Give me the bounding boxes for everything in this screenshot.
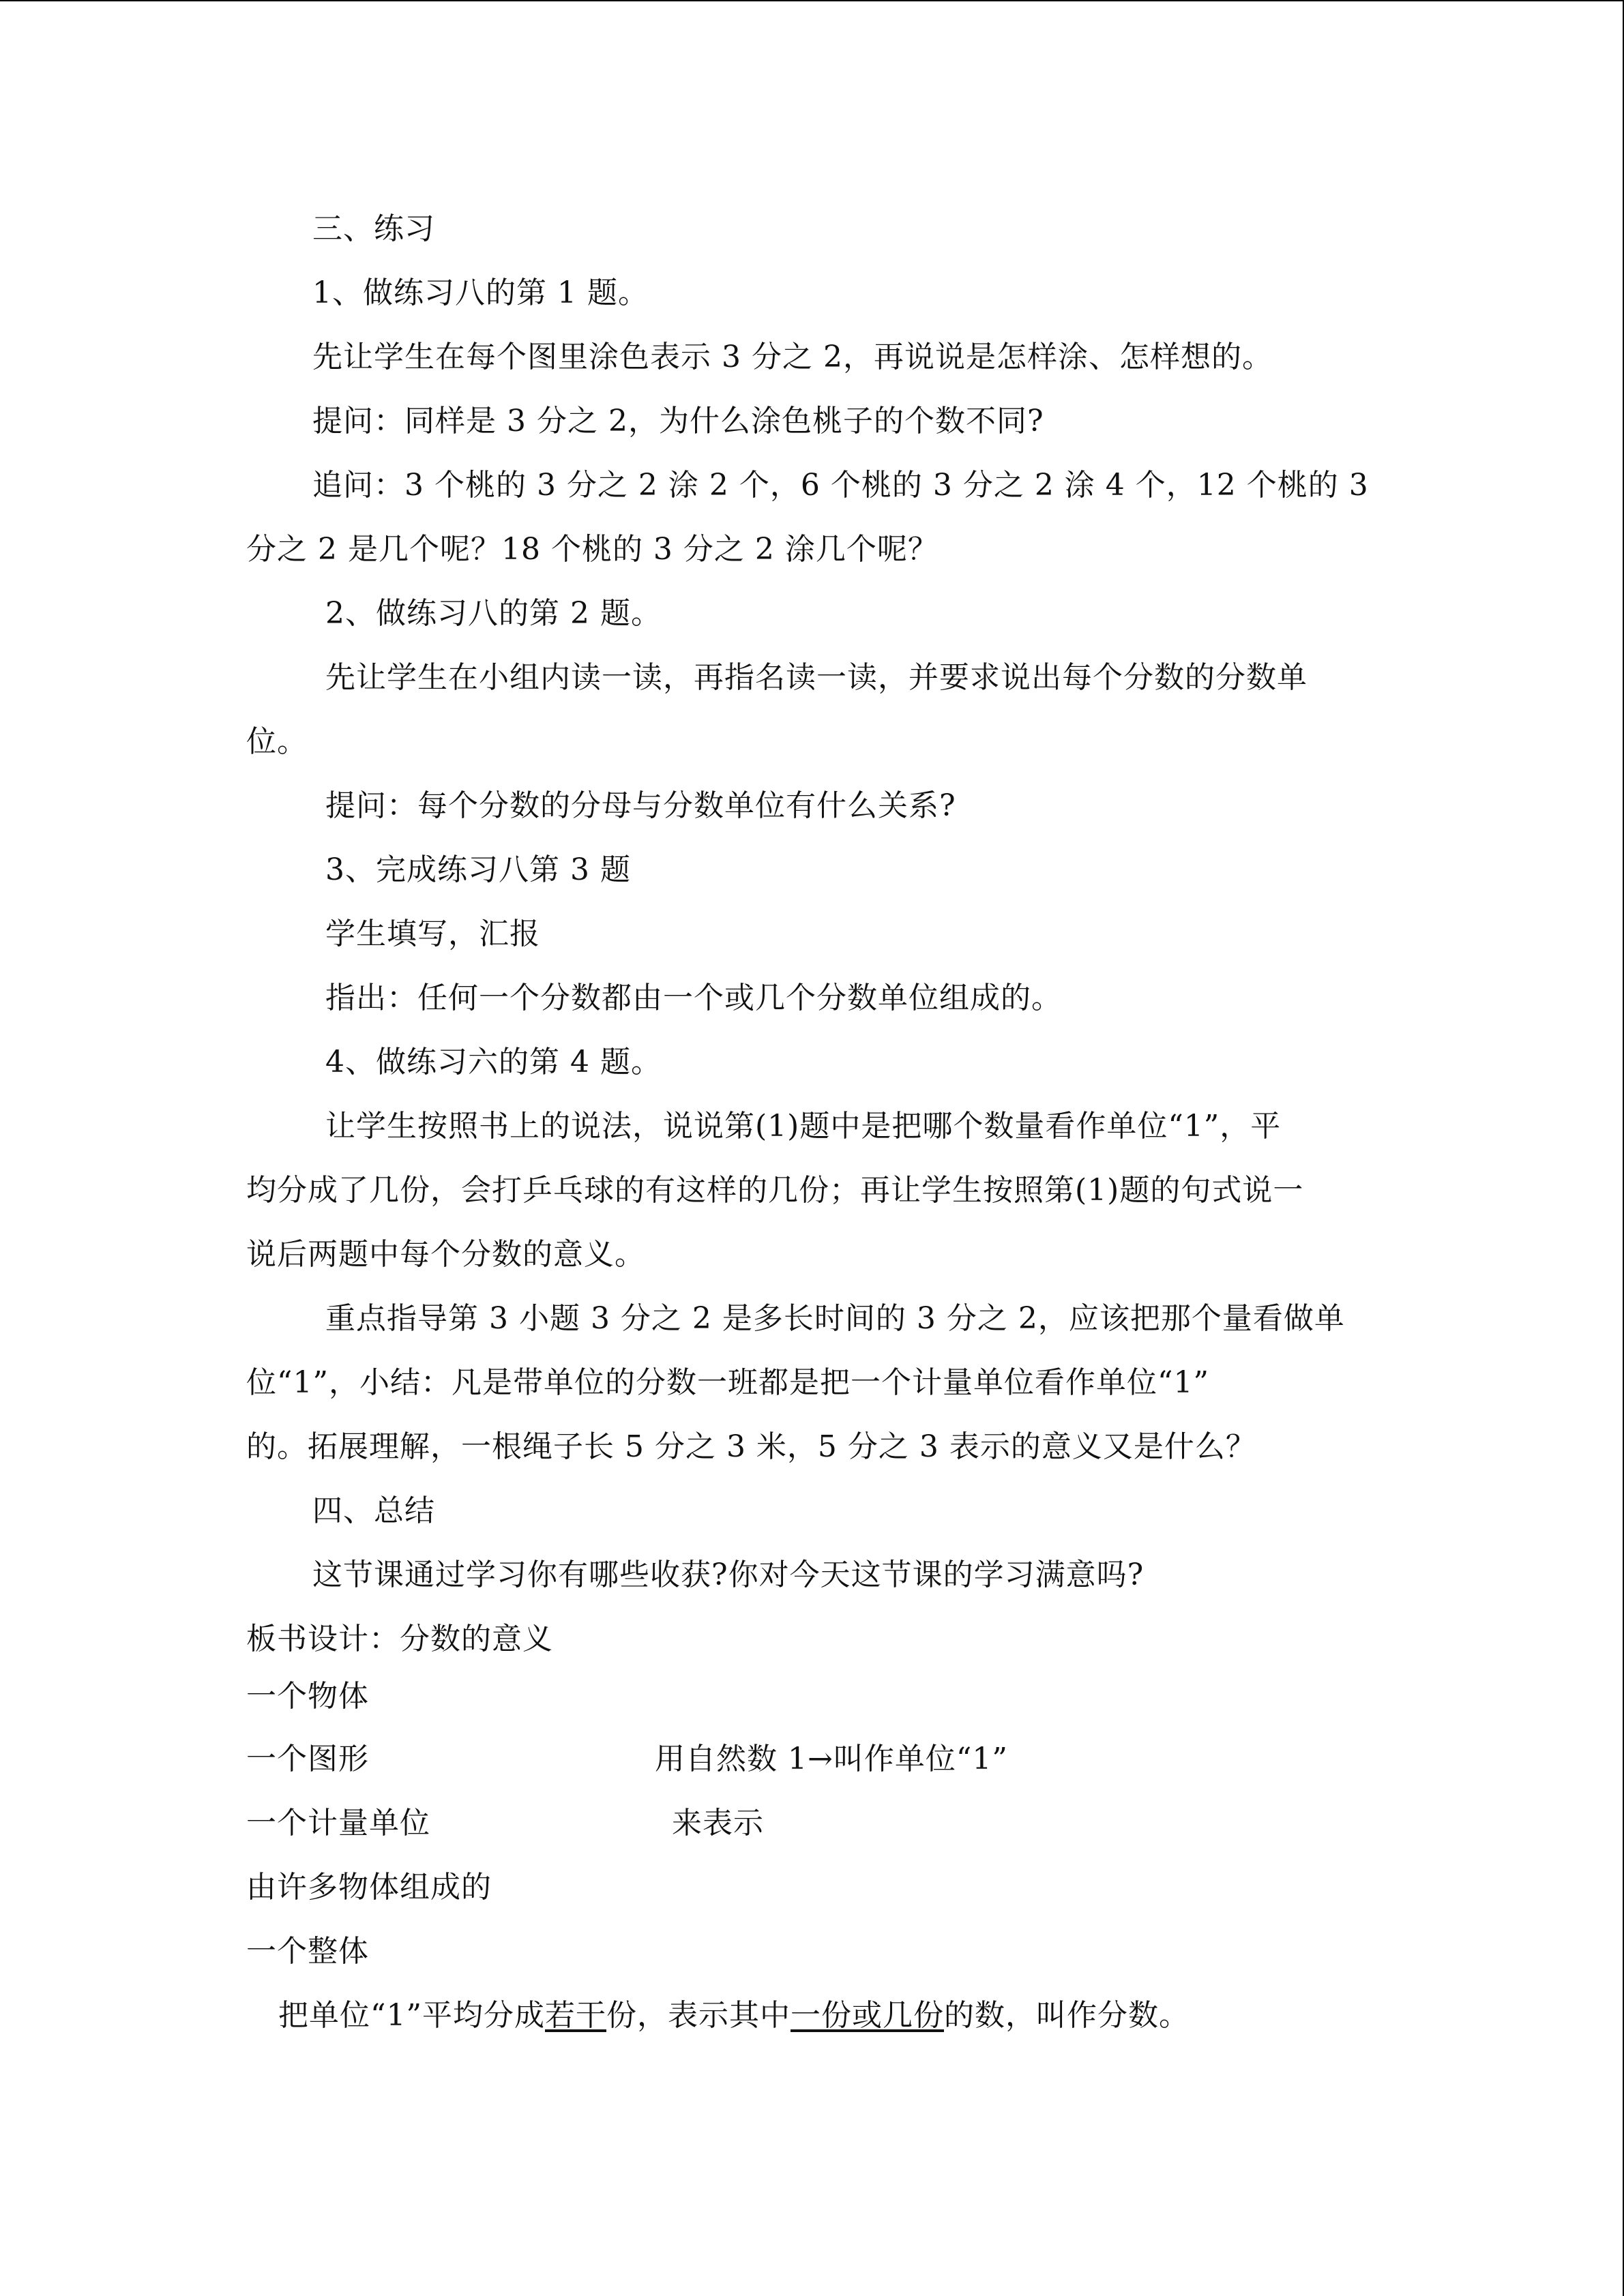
definition-part-2: 份，表示其中 — [606, 1998, 791, 2033]
exercise-3-title: 3、完成练习八第 3 题 — [325, 852, 631, 887]
definition-underline-several: 若干 — [544, 1998, 606, 2033]
key-point-line1: 重点指导第 3 小题 3 分之 2 是多长时间的 3 分之 2，应该把那个量看做单 — [325, 1301, 1345, 1336]
board-design-title: 板书设计：分数的意义 — [246, 1622, 553, 1656]
board-item-group: 由许多物体组成的 — [246, 1870, 492, 1905]
exercise-2-instruction-line2: 位。 — [246, 724, 308, 759]
board-item-whole: 一个整体 — [246, 1934, 369, 1969]
definition-part-1: 把单位“1”平均分成 — [278, 1998, 545, 2033]
exercise-4-instruction-line1: 让学生按照书上的说法，说说第(1)题中是把哪个数量看作单位“1”，平 — [325, 1109, 1282, 1144]
exercise-1-question: 提问：同样是 3 分之 2，为什么涂色桃子的个数不同? — [312, 404, 1044, 438]
exercise-2-instruction-line1: 先让学生在小组内读一读，再指名读一读，并要求说出每个分数的分数单 — [325, 660, 1308, 695]
board-item-object: 一个物体 — [246, 1679, 369, 1714]
board-natural-number-note: 用自然数 1→叫作单位“1” — [655, 1742, 1008, 1776]
exercise-2-question: 提问：每个分数的分母与分数单位有什么关系? — [325, 788, 956, 823]
fraction-definition — [278, 1997, 1190, 2035]
board-item-unit: 一个计量单位 — [246, 1806, 430, 1840]
key-point-line2: 位“1”，小结：凡是带单位的分数一班都是把一个计量单位看作单位“1” — [246, 1365, 1209, 1400]
section-heading-practice: 三、练习 — [312, 211, 435, 246]
board-item-shape: 一个图形 — [246, 1742, 369, 1776]
exercise-1-followup-line1: 追问：3 个桃的 3 分之 2 涂 2 个，6 个桃的 3 分之 2 涂 4 个，12 个桃的 3 — [312, 468, 1369, 503]
exercise-3-note: 指出：任何一个分数都由一个或几个分数单位组成的。 — [325, 981, 1062, 1015]
board-represent-note: 来表示 — [672, 1806, 764, 1840]
definition-part-3: 的数，叫作分数。 — [943, 1998, 1190, 2033]
definition-underline-parts: 一份或几份 — [790, 1998, 944, 2033]
section-heading-summary: 四、总结 — [312, 1493, 435, 1528]
exercise-1-title: 1、做练习八的第 1 题。 — [312, 275, 649, 310]
key-point-line3: 的。拓展理解，一根绳子长 5 分之 3 米，5 分之 3 表示的意义又是什么？ — [246, 1429, 1256, 1464]
summary-question: 这节课通过学习你有哪些收获?你对今天这节课的学习满意吗? — [312, 1557, 1145, 1592]
exercise-1-instruction: 先让学生在每个图里涂色表示 3 分之 2，再说说是怎样涂、怎样想的。 — [312, 340, 1273, 374]
exercise-1-followup-line2: 分之 2 是几个呢？18 个桃的 3 分之 2 涂几个呢？ — [246, 532, 939, 567]
exercise-4-title: 4、做练习六的第 4 题。 — [325, 1045, 662, 1079]
exercise-4-instruction-line3: 说后两题中每个分数的意义。 — [246, 1237, 645, 1272]
exercise-4-instruction-line2: 均分成了几份，会打乒乓球的有这样的几份；再让学生按照第(1)题的句式说一 — [246, 1173, 1304, 1208]
exercise-2-title: 2、做练习八的第 2 题。 — [325, 596, 662, 631]
exercise-3-instruction: 学生填写，汇报 — [325, 916, 540, 951]
